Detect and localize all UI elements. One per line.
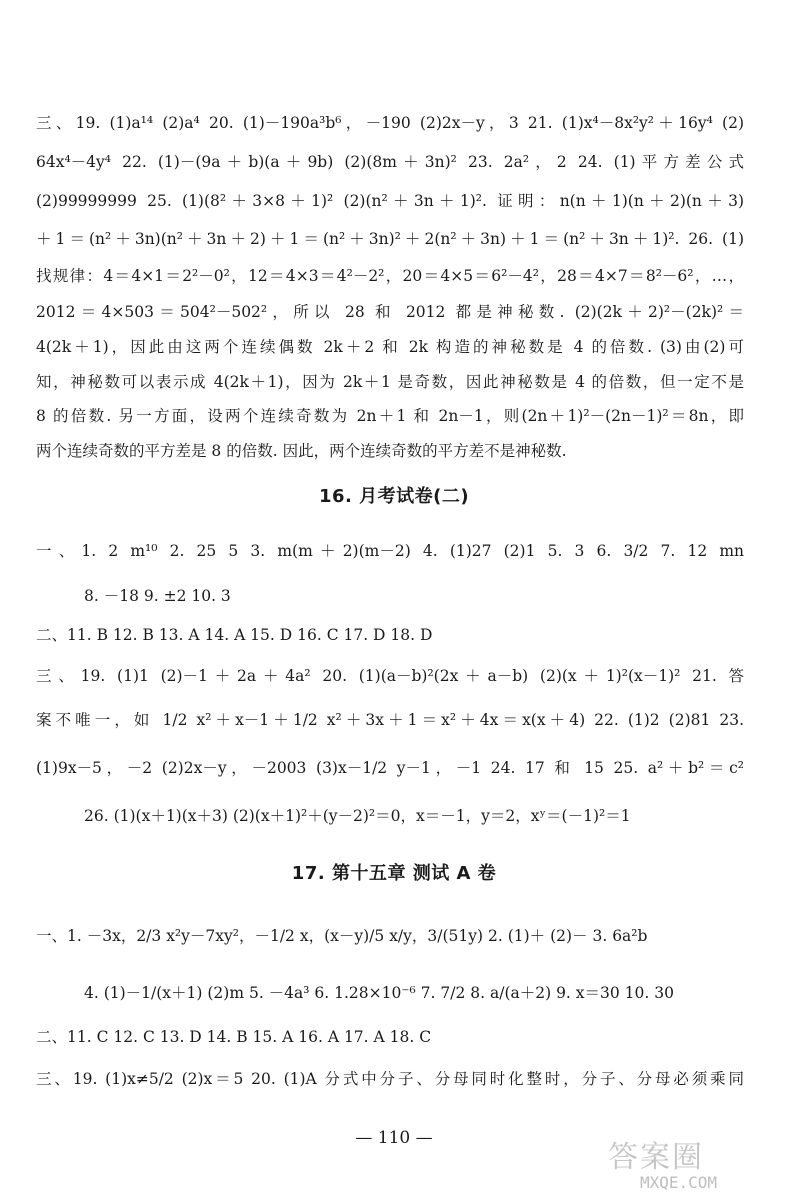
prev-line-7: 4(2k＋1)，因此由这两个连续偶数 2k＋2 和 2k 构造的神秘数是 4 的倍数. (3)由(2)可	[36, 338, 744, 356]
page-number: — 110 —	[355, 1128, 433, 1148]
s16-line-6: (1)9x－5，－2 (2)2x－y，－2003 (3)x－1/2 y－1，－1 24. 17 和 15 25. a²＋b²＝c²	[36, 759, 744, 777]
watermark-glyphs: 答案圈	[608, 1140, 704, 1175]
section-16-title: 16. 月考试卷(二)	[318, 486, 470, 507]
watermark-logo	[600, 1132, 770, 1194]
s16-line-7: 26. (1)(x＋1)(x＋3) (2)(x＋1)²＋(y－2)²＝0，x＝－1，y＝2，xʸ＝(－1)²＝1	[84, 807, 631, 825]
section-17-title: 17. 第十五章 测试 A 卷	[291, 863, 497, 884]
s17-line-4: 三、19. (1)x≠5/2 (2)x＝5 20. (1)A 分式中分子、分母同时化整时，分子、分母必须乘同	[36, 1070, 744, 1088]
s16-line-4: 三、19. (1)1 (2)－1＋2a＋4a² 20. (1)(a－b)²(2x＋a－b) (2)(x＋1)²(x－1)² 21. 答	[36, 667, 744, 685]
watermark-domain: MXQE.COM	[640, 1173, 718, 1192]
prev-line-1: 三、19. (1)a¹⁴ (2)a⁴ 20. (1)－190a³b⁶，－190 (2)2x－y，3 21. (1)x⁴－8x²y²＋16y⁴ (2)	[36, 114, 744, 132]
prev-line-10: 两个连续奇数的平方差是 8 的倍数. 因此，两个连续奇数的平方差不是神秘数.	[36, 442, 567, 460]
prev-line-9: 8 的倍数. 另一方面，设两个连续奇数为 2n＋1 和 2n－1，则(2n＋1)²－(2n－1)²＝8n，即	[36, 407, 744, 425]
s17-line-3: 二、11. C 12. C 13. D 14. B 15. A 16. A 17. A 18. C	[36, 1028, 432, 1046]
s17-line-2: 4. (1)－1/(x＋1) (2)m 5. －4a³ 6. 1.28×10⁻⁶ 7. 7/2 8. a/(a＋2) 9. x＝30 10. 30	[84, 984, 674, 1002]
prev-line-4: ＋1＝(n²＋3n)(n²＋3n＋2)＋1＝(n²＋3n)²＋2(n²＋3n)＋1＝(n²＋3n＋1)². 26. (1)	[36, 230, 744, 248]
prev-line-8: 知，神秘数可以表示成 4(2k＋1)，因为 2k＋1 是奇数，因此神秘数是 4 的倍数，但一定不是	[36, 373, 744, 391]
prev-line-6: 2012＝4×503＝504²－502²，所以 28 和 2012 都是神秘数. (2)(2k＋2)²－(2k)²＝	[36, 303, 744, 321]
prev-line-5: 找规律：4＝4×1＝2²－0²，12＝4×3＝4²－2²，20＝4×5＝6²－4²，28＝4×7＝8²－6²，…，	[36, 267, 744, 285]
prev-line-3: (2)99999999 25. (1)(8²＋3×8＋1)² (2)(n²＋3n＋1)². 证明：n(n＋1)(n＋2)(n＋3)	[36, 192, 744, 210]
s16-line-5: 案不唯一，如 1/2 x²＋x－1＋1/2 x²＋3x＋1＝x²＋4x＝x(x＋4) 22. (1)2 (2)81 23.	[36, 711, 744, 729]
s16-line-3: 二、11. B 12. B 13. A 14. A 15. D 16. C 17. D 18. D	[36, 626, 433, 644]
prev-line-2: 64x⁴－4y⁴ 22. (1)－(9a＋b)(a＋9b) (2)(8m＋3n)² 23. 2a²，2 24. (1)平方差公式	[36, 153, 744, 171]
s16-line-2: 8. －18 9. ±2 10. 3	[84, 587, 231, 605]
s17-line-1: 一、1. －3x，2/3 x²y－7xy²，－1/2 x，(x－y)/5 x/y，3/(51y) 2. (1)＋ (2)－ 3. 6a²b	[36, 927, 648, 945]
s16-line-1: 一、1. 2 m¹⁰ 2. 25 5 3. m(m＋2)(m－2) 4. (1)27 (2)1 5. 3 6. 3/2 7. 12 mn	[36, 542, 744, 560]
